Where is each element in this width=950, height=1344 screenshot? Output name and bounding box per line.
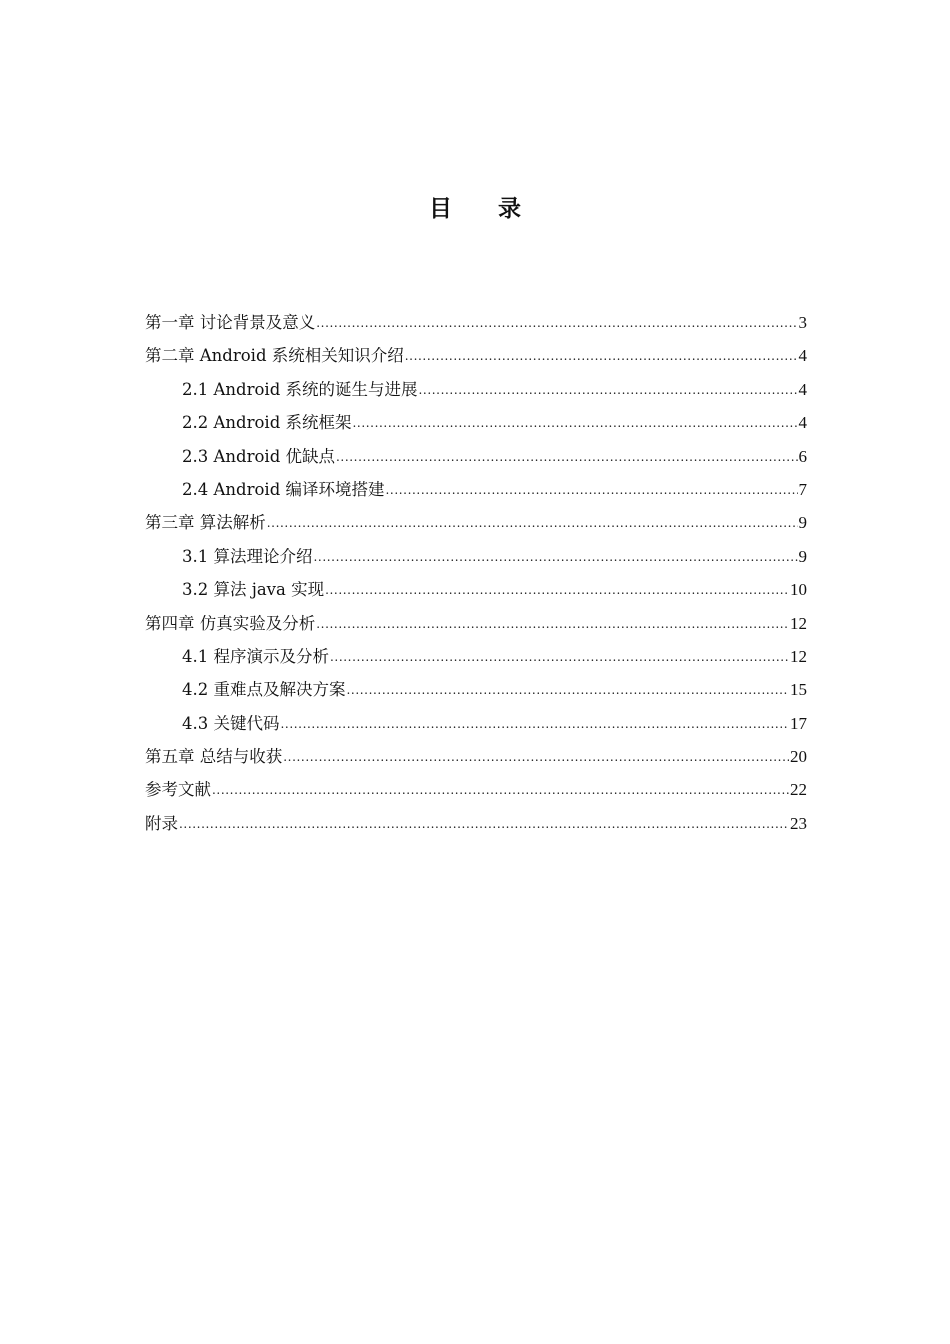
toc-entry-section-4-3[interactable] [145,707,807,740]
toc-leader-dots [330,641,789,674]
toc-leader-dots [419,374,798,407]
toc-leader-dots [281,708,790,741]
toc-entry-label: 第三章 算法解析 [145,513,266,533]
toc-entry-page: 15 [790,680,807,700]
toc-title-char-2: 录 [498,196,521,222]
toc-entry-page: 3 [798,313,807,332]
toc-leader-dots [405,340,798,373]
toc-entry-chapter-3[interactable] [145,506,807,539]
toc-leader-dots [212,774,789,807]
toc-entry-page: 20 [790,747,807,767]
toc-leader-dots [316,307,797,340]
toc-entry-page: 6 [798,446,807,466]
toc-entry-page: 17 [790,713,807,733]
toc-leader-dots [316,608,789,641]
toc-entry-chapter-1[interactable] [145,306,807,339]
toc-entry-page: 9 [798,546,807,566]
toc-leader-dots [325,574,789,607]
toc-entry-section-4-1[interactable] [145,640,807,673]
toc-entry-page: 4 [798,379,807,399]
toc-entry-section-2-4[interactable] [145,473,807,506]
toc-entry-label: 2.2 Android 系统框架 [182,413,352,433]
toc-entry-label: 3.1 算法理论介绍 [182,546,313,566]
table-of-contents [145,306,807,840]
toc-entry-label: 第二章 Android 系统相关知识介绍 [145,346,404,366]
toc-title [0,190,950,223]
toc-entry-section-3-1[interactable] [145,540,807,573]
toc-entry-chapter-5[interactable] [145,740,807,773]
toc-leader-dots [267,507,798,540]
toc-leader-dots [179,808,789,841]
toc-title-char-1: 目 [429,196,452,222]
toc-entry-page: 9 [798,513,807,533]
toc-leader-dots [336,441,798,474]
toc-entry-label: 4.2 重难点及解决方案 [182,680,346,700]
toc-entry-label: 第四章 仿真实验及分析 [145,613,316,633]
toc-entry-chapter-2[interactable] [145,339,807,372]
toc-entry-label: 附录 [145,813,178,833]
toc-entry-page: 4 [798,346,807,366]
toc-entry-references[interactable] [145,773,807,806]
toc-entry-label: 2.3 Android 优缺点 [182,446,335,466]
toc-entry-page: 10 [790,580,807,600]
toc-leader-dots [353,407,798,440]
toc-entry-label: 2.4 Android 编译环境搭建 [182,479,385,499]
toc-entry-page: 4 [798,413,807,433]
toc-leader-dots [314,541,798,574]
toc-leader-dots [283,741,789,774]
toc-entry-label: 4.3 关键代码 [182,713,280,733]
toc-entry-page: 12 [790,613,807,633]
toc-entry-chapter-4[interactable] [145,607,807,640]
toc-entry-label: 参考文献 [145,780,211,800]
toc-entry-page: 7 [798,479,807,499]
toc-entry-label: 4.1 程序演示及分析 [182,646,329,666]
toc-entry-section-3-2[interactable] [145,573,807,606]
toc-entry-section-2-2[interactable] [145,406,807,439]
toc-entry-label: 2.1 Android 系统的诞生与进展 [182,379,418,399]
toc-entry-page: 23 [790,813,807,833]
toc-entry-label: 3.2 算法 java 实现 [182,580,325,600]
toc-entry-section-4-2[interactable] [145,673,807,706]
toc-entry-page: 12 [790,646,807,666]
toc-entry-appendix[interactable] [145,807,807,840]
toc-entry-label: 第一章 讨论背景及意义 [145,313,316,332]
toc-entry-label: 第五章 总结与收获 [145,747,283,767]
toc-entry-section-2-3[interactable] [145,440,807,473]
toc-entry-page: 22 [790,780,807,800]
toc-entry-section-2-1[interactable] [145,373,807,406]
toc-leader-dots [386,474,798,507]
toc-leader-dots [347,674,790,707]
